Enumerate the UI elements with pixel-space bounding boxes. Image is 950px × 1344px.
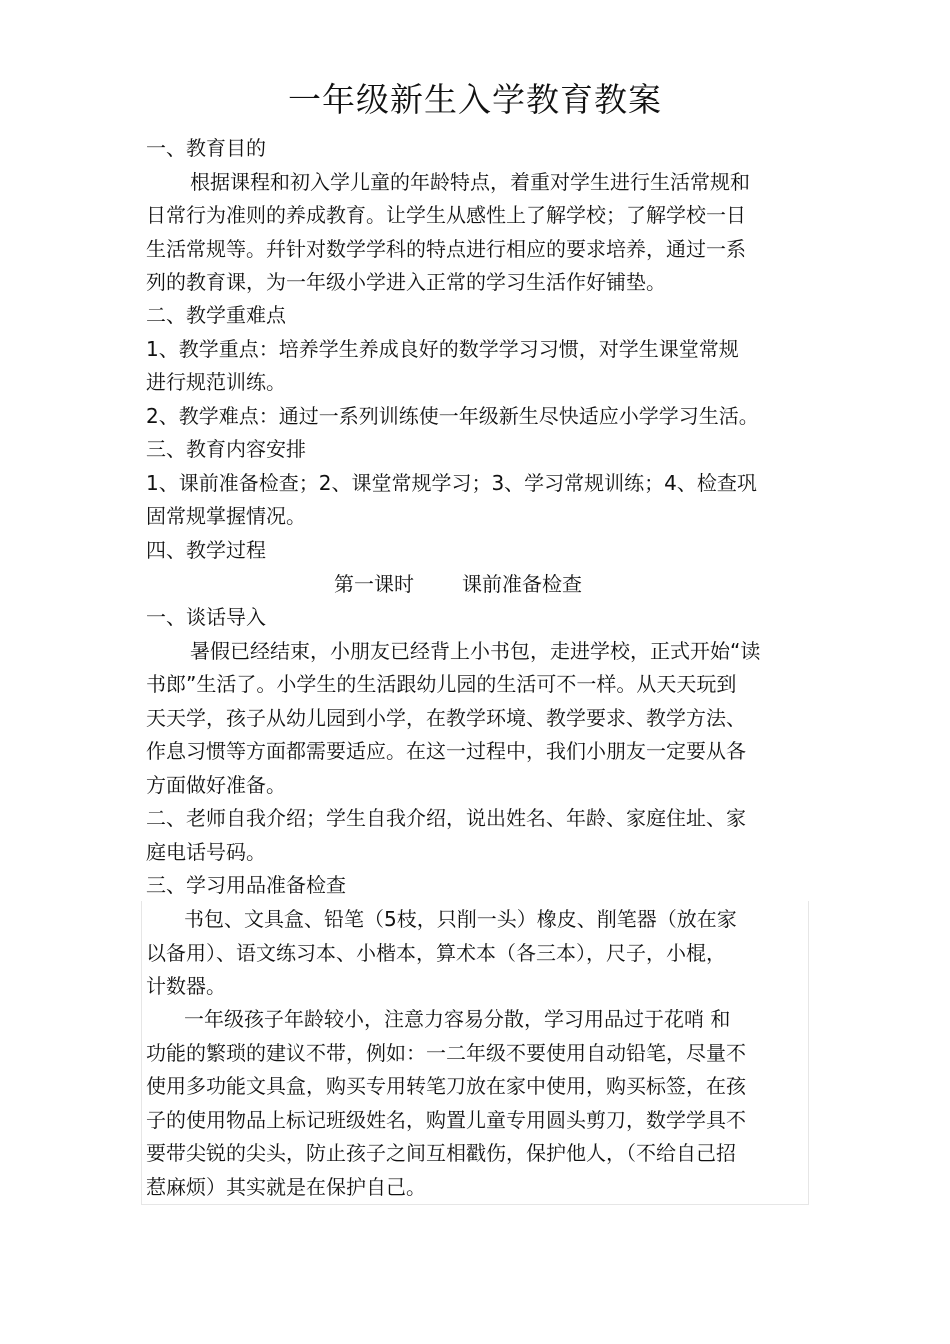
paragraph-line: 根据课程和初入学儿童的年龄特点，着重对学生进行生活常规和	[190, 170, 750, 194]
section-heading-intro: 一、谈话导入	[146, 605, 266, 629]
paragraph-line: 一年级孩子年龄较小，注意力容易分散，学习用品过于花哨 和	[184, 1007, 731, 1031]
paragraph-line: 以备用）、语文练习本、小楷本，算术本（各三本），尺子，小棍，	[146, 941, 726, 965]
paragraph-line: 方面做好准备。	[146, 773, 286, 797]
paragraph-line: 计数器。	[146, 974, 226, 998]
paragraph-line: 书包、文具盒、铅笔（5枝，只削一头）橡皮、削笔器（放在家	[184, 907, 737, 931]
paragraph-line: 书郎”生活了。小学生的生活跟幼儿园的生活可不一样。从天天玩到	[146, 672, 737, 696]
paragraph-line: 生活常规等。幷针对数学学科的特点进行相应的要求培养，通过一系	[146, 237, 746, 261]
paragraph-line: 二、老师自我介绍；学生自我介绍，说出姓名、年龄、家庭住址、家	[146, 806, 746, 830]
paragraph-line: 暑假已经结束，小朋友已经背上小书包，走进学校，正式开始“读	[190, 639, 761, 663]
paragraph-line: 2、教学难点：通过一系列训练使一年级新生尽快适应小学学习生活。	[146, 404, 759, 428]
paragraph-line: 日常行为准则的养成教育。让学生从感性上了解学校；了解学校一日	[146, 203, 746, 227]
lesson-heading	[334, 568, 582, 601]
paragraph-line: 1、课前准备检查；2、课堂常规学习；3、学习常规训练；4、检查巩	[146, 471, 757, 495]
paragraph-line: 进行规范训练。	[146, 370, 286, 394]
paragraph-line: 使用多功能文具盒，购买专用转笔刀放在家中使用，购买标签，在孩	[146, 1074, 746, 1098]
paragraph-line: 列的教育课，为一年级小学进入正常的学习生活作好铺垫。	[146, 270, 666, 294]
paragraph-line: 作息习惯等方面都需要适应。在这一过程中，我们小朋友一定要从各	[146, 739, 746, 763]
paragraph-line: 要带尖锐的尖头，防止孩子之间互相戳伤，保护他人，（不给自己招	[146, 1141, 736, 1165]
paragraph-line: 子的使用物品上标记班级姓名，购置儿童专用圆头剪刀，数学学具不	[146, 1108, 746, 1132]
paragraph-line: 功能的繁琐的建议不带，例如：一二年级不要使用自动铅笔，尽量不	[146, 1041, 746, 1065]
lesson-number: 第一课时	[334, 572, 414, 596]
document-title: 一年级新生入学教育教案	[288, 80, 662, 119]
paragraph-line: 惹麻烦）其实就是在保护自己。	[146, 1175, 426, 1199]
paragraph-line: 天天学，孩子从幼儿园到小学，在教学环境、教学要求、教学方法、	[146, 706, 746, 730]
section-heading-content: 三、教育内容安排	[146, 437, 306, 461]
section-heading-purpose: 一、教育目的	[146, 136, 266, 160]
section-heading-process: 四、教学过程	[146, 538, 266, 562]
paragraph-line: 1、教学重点：培养学生养成良好的数学学习习惯，对学生课堂常规	[146, 337, 739, 361]
paragraph-line: 固常规掌握情况。	[146, 504, 306, 528]
section-heading-supplies: 三、学习用品准备检查	[146, 873, 346, 897]
paragraph-line: 庭电话号码。	[146, 840, 266, 864]
lesson-name: 课前准备检查	[462, 572, 582, 596]
section-heading-key-points: 二、教学重难点	[146, 303, 286, 327]
